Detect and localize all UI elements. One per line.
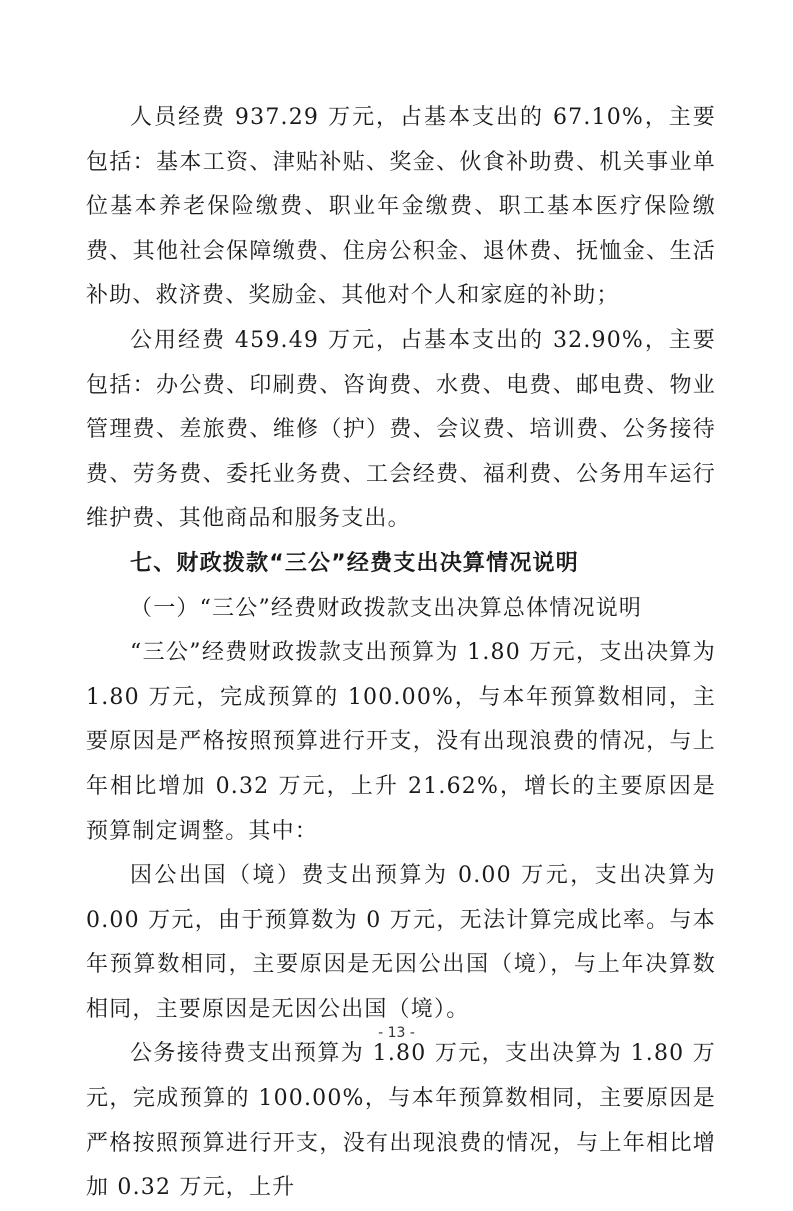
paragraph-public-expenses: 公用经费 459.49 万元，占基本支出的 32.90%，主要包括：办公费、印刷费、咨询费、水费、电费、邮电费、物业管理费、差旅费、维修（护）费、会议费、培训费、公务接待费、劳务费、委托业务费、工会经费、福利费、公务用车运行维护费、其他商品和服务支出。	[86, 327, 716, 532]
paragraph-three-public-overall: “三公”经费财政拨款支出预算为 1.80 万元，支出决算为 1.80 万元，完成预算的 100.00%，与本年预算数相同，主要原因是严格按照预算进行开支，没有出现浪费的情况，与上年相比增加 0.32 万元，上升 21.62%，增长的主要原因是预算制定调整。其中：	[86, 640, 716, 844]
section-heading-three-public: 七、财政拨款“三公”经费支出决算情况说明	[130, 550, 579, 576]
document-body	[86, 96, 716, 1211]
paragraph-reception-expenses: 公务接待费支出预算为 1.80 万元，支出决算为 1.80 万元，完成预算的 100.00%，与本年预算数相同，主要原因是严格按照预算进行开支，没有出现浪费的情况，与上年相比增加 0.32 万元，上升	[86, 1041, 716, 1201]
subsection-heading-overall: （一）“三公”经费财政拨款支出决算总体情况说明	[130, 595, 643, 621]
page-number: - 13 -	[378, 1025, 415, 1041]
paragraph-personnel-expenses: 人员经费 937.29 万元，占基本支出的 67.10%，主要包括：基本工资、津贴补贴、奖金、伙食补助费、机关事业单位基本养老保险缴费、职业年金缴费、职工基本医疗保险缴费、其他社会保障缴费、住房公积金、退休费、抚恤金、生活补助、救济费、奖励金、其他对个人和家庭的补助；	[86, 105, 716, 309]
paragraph-overseas-travel: 因公出国（境）费支出预算为 0.00 万元，支出决算为 0.00 万元，由于预算数为 0 万元，无法计算完成比率。与本年预算数相同，主要原因是无因公出国（境），与上年决算数相同，主要原因是无因公出国（境）。	[86, 863, 716, 1022]
